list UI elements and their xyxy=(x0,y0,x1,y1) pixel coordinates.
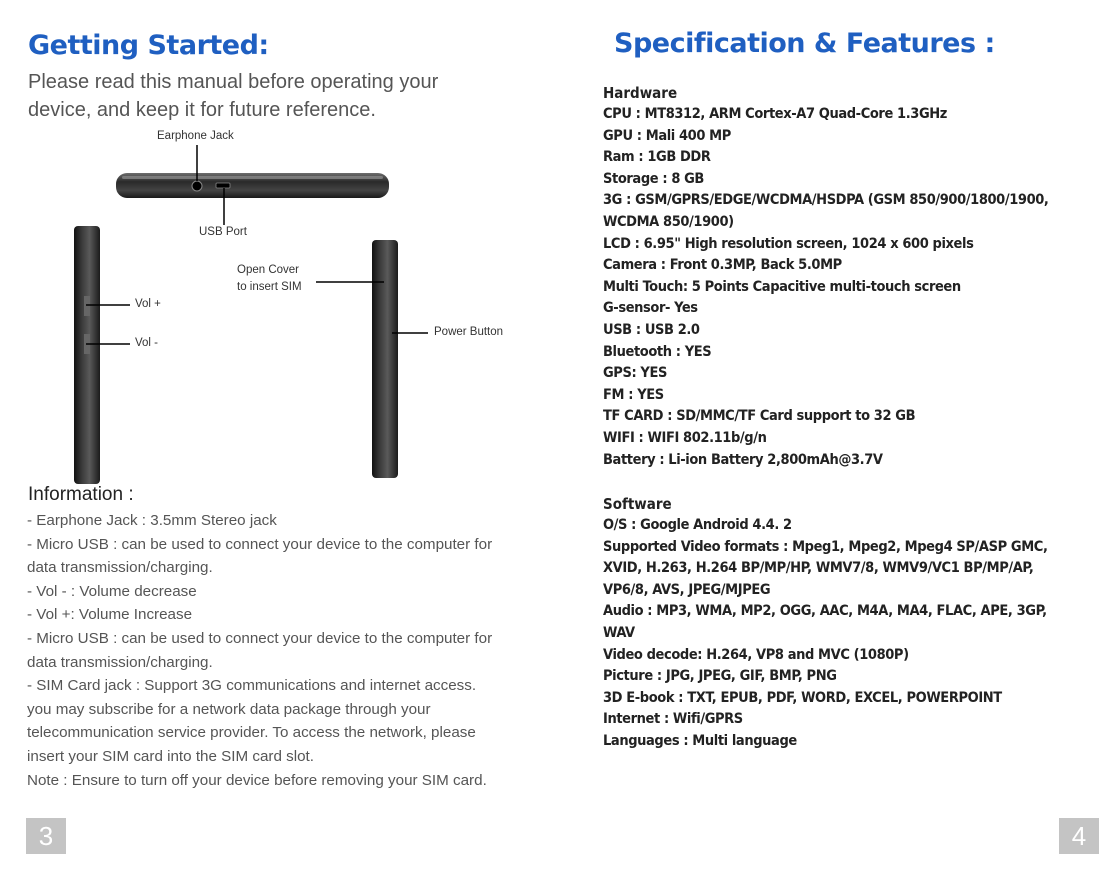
info-item: - Earphone Jack : 3.5mm Stereo jack xyxy=(27,512,277,529)
spec-line: Bluetooth : YES xyxy=(603,343,712,360)
spec-line: Picture : JPG, JPEG, GIF, BMP, PNG xyxy=(603,668,837,685)
spec-line: XVID, H.263, H.264 BP/MP/HP, WMV7/8, WMV9/VC1 BP/MP/AP, xyxy=(603,560,1034,577)
page-number-right: 4 xyxy=(1059,818,1099,854)
spec-line: GPS: YES xyxy=(603,365,667,382)
page-title-specification: Specification & Features : xyxy=(614,28,995,59)
label-open-cover: Open Cover xyxy=(237,264,300,276)
spec-line: VP6/8, AVS, JPEG/MJPEG xyxy=(603,581,771,598)
spec-line: 3G : GSM/GPRS/EDGE/WCDMA/HSDPA (GSM 850/900/1800/1900, xyxy=(603,192,1049,209)
label-earphone-jack: Earphone Jack xyxy=(157,130,234,142)
information-heading: Information : xyxy=(28,484,134,505)
spec-line: TF CARD : SD/MMC/TF Card support to 32 GB xyxy=(603,408,916,425)
hardware-heading: Hardware xyxy=(603,84,678,102)
spec-line: Multi Touch: 5 Points Capacitive multi-touch screen xyxy=(603,278,961,295)
tablet-right-side-view xyxy=(372,240,398,478)
usb-port-hole xyxy=(216,183,230,188)
label-usb-port: USB Port xyxy=(199,226,247,238)
spec-line: Camera : Front 0.3MP, Back 5.0MP xyxy=(603,257,842,274)
page-title-getting-started: Getting Started: xyxy=(28,30,269,61)
info-item: data transmission/charging. xyxy=(27,559,213,577)
info-item: - SIM Card jack : Support 3G communications and internet access. xyxy=(27,677,477,695)
spec-line: Supported Video formats : Mpeg1, Mpeg2, Mpeg4 SP/ASP GMC, xyxy=(603,538,1048,555)
label-to-insert-sim: to insert SIM xyxy=(237,281,302,293)
intro-paragraph: Please read this manual before operating your device, and keep it for future reference. xyxy=(28,71,439,121)
spec-line: G-sensor- Yes xyxy=(603,300,698,317)
software-heading: Software xyxy=(603,495,672,514)
spec-line: Languages : Multi language xyxy=(603,733,797,750)
spec-line: FM : YES xyxy=(603,386,664,403)
spec-line: Ram : 1GB DDR xyxy=(603,149,711,166)
info-item: - Vol +: Volume Increase xyxy=(27,606,193,624)
tablet-left-side-view xyxy=(74,226,100,484)
spec-line: 3D E-book : TXT, EPUB, PDF, WORD, EXCEL, POWERPOINT xyxy=(603,689,1002,706)
spec-line: Audio : MP3, WMA, MP2, OGG, AAC, M4A, MA4, FLAC, APE, 3GP, xyxy=(603,603,1047,620)
label-vol-plus: Vol + xyxy=(135,298,161,310)
spec-line: LCD : 6.95" High resolution screen, 1024 x 600 pixels xyxy=(603,235,974,252)
info-item: - Micro USB : can be used to connect your device to the computer for xyxy=(27,535,493,553)
spec-line: USB : USB 2.0 xyxy=(603,321,700,338)
info-item: data transmission/charging. xyxy=(27,653,213,671)
info-item: telecommunication service provider. To access the network, please xyxy=(27,724,476,742)
spec-line: WAV xyxy=(603,625,635,642)
spec-line: O/S : Google Android 4.4. 2 xyxy=(603,517,792,534)
info-item: - Micro USB : can be used to connect your device to the computer for xyxy=(27,629,493,647)
earphone-jack-hole xyxy=(192,181,202,191)
specification-list xyxy=(603,82,1103,753)
spec-line: WCDMA 850/1900) xyxy=(603,213,734,230)
spec-line: Battery : Li-ion Battery 2,800mAh@3.7V xyxy=(603,451,883,468)
info-item: Note : Ensure to turn off your device before removing your SIM card. xyxy=(27,771,487,789)
info-item: you may subscribe for a network data package through your xyxy=(27,700,431,718)
spec-line: GPU : Mali 400 MP xyxy=(603,127,731,144)
spec-line: Internet : Wifi/GPRS xyxy=(603,711,743,728)
info-item: insert your SIM card into the SIM card slot. xyxy=(27,747,314,765)
spec-line: Storage : 8 GB xyxy=(603,170,704,187)
spec-line: WIFI : WIFI 802.11b/g/n xyxy=(603,429,767,446)
label-vol-minus: Vol - xyxy=(135,337,159,349)
information-list xyxy=(27,509,527,792)
spec-line: CPU : MT8312, ARM Cortex-A7 Quad-Core 1.3GHz xyxy=(603,106,947,122)
spec-line: Video decode: H.264, VP8 and MVC (1080P) xyxy=(603,646,909,663)
page-number-left: 3 xyxy=(26,818,66,854)
label-power-button: Power Button xyxy=(434,326,504,338)
info-item: - Vol - : Volume decrease xyxy=(27,582,197,600)
